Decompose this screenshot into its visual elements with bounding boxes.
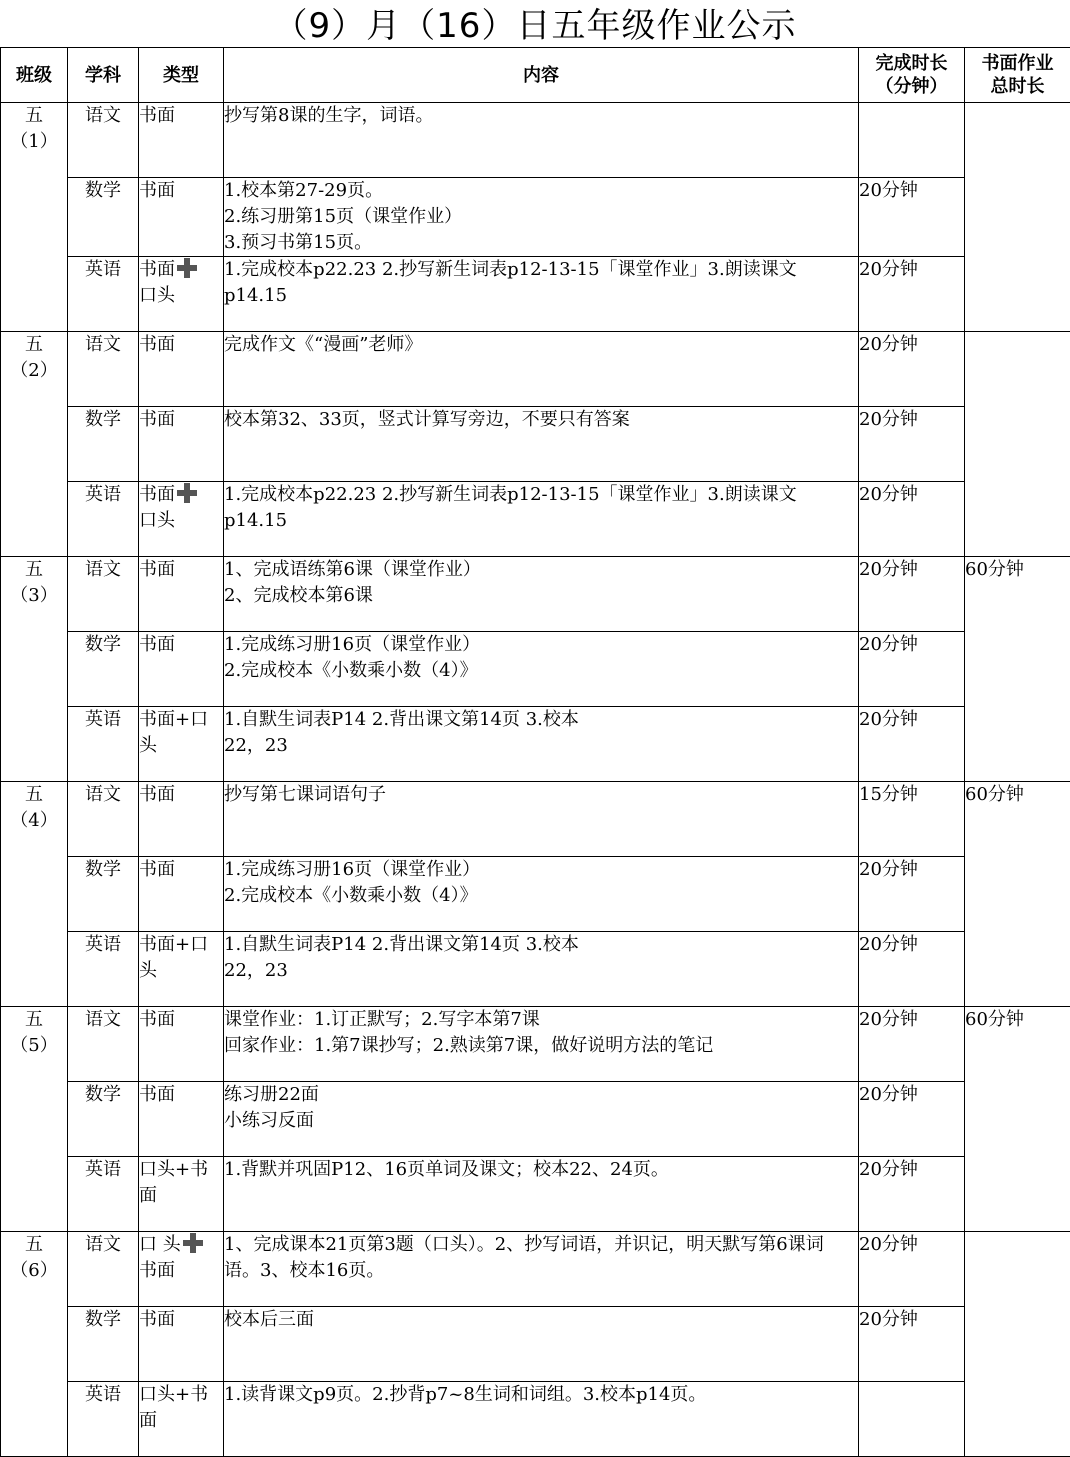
class-cell: 五 （2）	[1, 332, 68, 557]
content-cell: 课堂作业：1.订正默写；2.写字本第7课 回家作业：1.第7课抄写；2.熟读第7课，做好说明方法的笔记	[224, 1007, 859, 1082]
type-label: 口 头	[139, 1234, 181, 1255]
content-cell: 1、完成语练第6课（课堂作业） 2、完成校本第6课	[224, 557, 859, 632]
header-subject: 学科	[68, 48, 139, 103]
table-row	[1, 932, 1070, 1007]
duration-cell: 20分钟	[859, 257, 965, 332]
type-label: 口头	[139, 285, 175, 306]
header-type: 类型	[139, 48, 224, 103]
duration-cell: 20分钟	[859, 1007, 965, 1082]
total-duration-cell	[965, 1232, 1070, 1457]
duration-cell: 20分钟	[859, 178, 965, 257]
table-row	[1, 857, 1070, 932]
type-cell	[139, 332, 224, 407]
type-cell	[139, 1307, 224, 1382]
subject-cell-chinese: 语文	[68, 1007, 139, 1082]
duration-cell: 20分钟	[859, 1157, 965, 1232]
duration-cell: 20分钟	[859, 707, 965, 782]
duration-cell: 20分钟	[859, 407, 965, 482]
plus-icon	[177, 483, 197, 503]
table-row	[1, 1382, 1070, 1457]
duration-cell: 20分钟	[859, 857, 965, 932]
content-cell: 校本后三面	[224, 1307, 859, 1382]
homework-table	[0, 47, 1070, 1457]
type-label: 书面	[139, 334, 175, 355]
duration-cell: 20分钟	[859, 332, 965, 407]
content-cell: 1.完成练习册16页（课堂作业） 2.完成校本《小数乘小数（4）》	[224, 632, 859, 707]
content-cell: 练习册22面 小练习反面	[224, 1082, 859, 1157]
class-cell: 五 （6）	[1, 1232, 68, 1457]
total-duration-cell	[965, 332, 1070, 557]
total-duration-cell: 60分钟	[965, 1007, 1070, 1232]
content-cell: 1.自默生词表P14 2.背出课文第14页 3.校本 22，23	[224, 707, 859, 782]
header-content: 内容	[224, 48, 859, 103]
type-cell	[139, 782, 224, 857]
duration-cell: 20分钟	[859, 632, 965, 707]
table-row	[1, 407, 1070, 482]
table-row	[1, 557, 1070, 632]
table-row	[1, 1007, 1070, 1082]
type-cell	[139, 1382, 224, 1457]
duration-cell	[859, 1382, 965, 1457]
content-cell: 1、完成课本21页第3题（口头）。2、抄写词语，并识记，明天默写第6课词语。3、校本16页。	[224, 1232, 859, 1307]
type-label: 书面	[139, 1309, 175, 1330]
type-label: 书面	[139, 180, 175, 201]
table-body	[1, 103, 1070, 1457]
subject-cell-math: 数学	[68, 1082, 139, 1157]
type-cell	[139, 557, 224, 632]
page-title: （9）月（16）日五年级作业公示	[0, 0, 1070, 47]
type-cell	[139, 1232, 224, 1307]
plus-icon	[177, 258, 197, 278]
subject-cell-chinese: 语文	[68, 557, 139, 632]
type-cell	[139, 1082, 224, 1157]
type-label: 面	[139, 1185, 157, 1206]
table-row	[1, 782, 1070, 857]
subject-cell-chinese: 语文	[68, 332, 139, 407]
type-cell	[139, 103, 224, 178]
type-label: 口头+书	[139, 1384, 208, 1405]
subject-cell-english: 英语	[68, 482, 139, 557]
type-label: 书面+口	[139, 709, 208, 730]
duration-cell: 15分钟	[859, 782, 965, 857]
type-label: 口头+书	[139, 1159, 208, 1180]
content-cell: 1.校本第27-29页。 2.练习册第15页（课堂作业） 3.预习书第15页。	[224, 178, 859, 257]
subject-cell-math: 数学	[68, 632, 139, 707]
subject-cell-english: 英语	[68, 707, 139, 782]
type-cell	[139, 1157, 224, 1232]
content-cell: 1.背默并巩固P12、16页单词及课文；校本22、24页。	[224, 1157, 859, 1232]
table-row	[1, 1307, 1070, 1382]
table-row	[1, 103, 1070, 178]
type-label: 书面	[139, 1009, 175, 1030]
subject-cell-math: 数学	[68, 1307, 139, 1382]
type-label: 书面	[139, 484, 175, 505]
type-cell	[139, 857, 224, 932]
table-row	[1, 1157, 1070, 1232]
duration-cell: 20分钟	[859, 1232, 965, 1307]
type-label: 书面	[139, 105, 175, 126]
content-cell: 完成作文《“漫画”老师》	[224, 332, 859, 407]
class-cell: 五 （3）	[1, 557, 68, 782]
total-duration-cell: 60分钟	[965, 782, 1070, 1007]
type-label: 书面	[139, 559, 175, 580]
content-cell: 1.完成校本p22.23 2.抄写新生词表p12-13-15「课堂作业」3.朗读课文p14.15	[224, 257, 859, 332]
subject-cell-english: 英语	[68, 1382, 139, 1457]
subject-cell-english: 英语	[68, 257, 139, 332]
duration-cell	[859, 103, 965, 178]
header-total: 书面作业 总时长	[965, 48, 1070, 103]
class-cell: 五 （5）	[1, 1007, 68, 1232]
content-cell: 1.完成练习册16页（课堂作业） 2.完成校本《小数乘小数（4）》	[224, 857, 859, 932]
subject-cell-chinese: 语文	[68, 1232, 139, 1307]
table-row	[1, 632, 1070, 707]
table-row	[1, 257, 1070, 332]
table-row	[1, 1232, 1070, 1307]
type-cell	[139, 482, 224, 557]
table-row	[1, 707, 1070, 782]
content-cell: 抄写第七课词语句子	[224, 782, 859, 857]
table-row	[1, 1082, 1070, 1157]
table-row	[1, 178, 1070, 257]
type-label: 书面	[139, 1260, 175, 1281]
table-row	[1, 332, 1070, 407]
type-label: 书面	[139, 1084, 175, 1105]
content-cell: 1.读背课文p9页。2.抄背p7~8生词和词组。3.校本p14页。	[224, 1382, 859, 1457]
content-cell: 抄写第8课的生字，词语。	[224, 103, 859, 178]
total-duration-cell	[965, 103, 1070, 332]
duration-cell: 20分钟	[859, 1307, 965, 1382]
type-cell	[139, 178, 224, 257]
duration-cell: 20分钟	[859, 557, 965, 632]
type-label: 书面	[139, 409, 175, 430]
subject-cell-math: 数学	[68, 178, 139, 257]
type-label: 书面+口	[139, 934, 208, 955]
subject-cell-math: 数学	[68, 857, 139, 932]
header-class: 班级	[1, 48, 68, 103]
type-label: 面	[139, 1410, 157, 1431]
type-label: 书面	[139, 859, 175, 880]
duration-cell: 20分钟	[859, 932, 965, 1007]
type-cell	[139, 632, 224, 707]
subject-cell-chinese: 语文	[68, 103, 139, 178]
type-label: 书面	[139, 259, 175, 280]
duration-cell: 20分钟	[859, 1082, 965, 1157]
type-cell	[139, 407, 224, 482]
subject-cell-math: 数学	[68, 407, 139, 482]
plus-icon	[183, 1233, 203, 1253]
content-cell: 1.完成校本p22.23 2.抄写新生词表p12-13-15「课堂作业」3.朗读课文p14.15	[224, 482, 859, 557]
type-label: 书面	[139, 634, 175, 655]
type-cell	[139, 1007, 224, 1082]
type-label: 口头	[139, 510, 175, 531]
class-cell: 五 （4）	[1, 782, 68, 1007]
subject-cell-chinese: 语文	[68, 782, 139, 857]
duration-cell: 20分钟	[859, 482, 965, 557]
total-duration-cell: 60分钟	[965, 557, 1070, 782]
type-label: 头	[139, 960, 157, 981]
subject-cell-english: 英语	[68, 1157, 139, 1232]
content-cell: 1.自默生词表P14 2.背出课文第14页 3.校本 22，23	[224, 932, 859, 1007]
table-row	[1, 482, 1070, 557]
type-label: 书面	[139, 784, 175, 805]
class-cell: 五 （1）	[1, 103, 68, 332]
type-cell	[139, 707, 224, 782]
header-row	[1, 48, 1070, 103]
type-label: 头	[139, 735, 157, 756]
type-cell	[139, 932, 224, 1007]
type-cell	[139, 257, 224, 332]
header-duration: 完成时长 （分钟）	[859, 48, 965, 103]
subject-cell-english: 英语	[68, 932, 139, 1007]
content-cell: 校本第32、33页，竖式计算写旁边，不要只有答案	[224, 407, 859, 482]
